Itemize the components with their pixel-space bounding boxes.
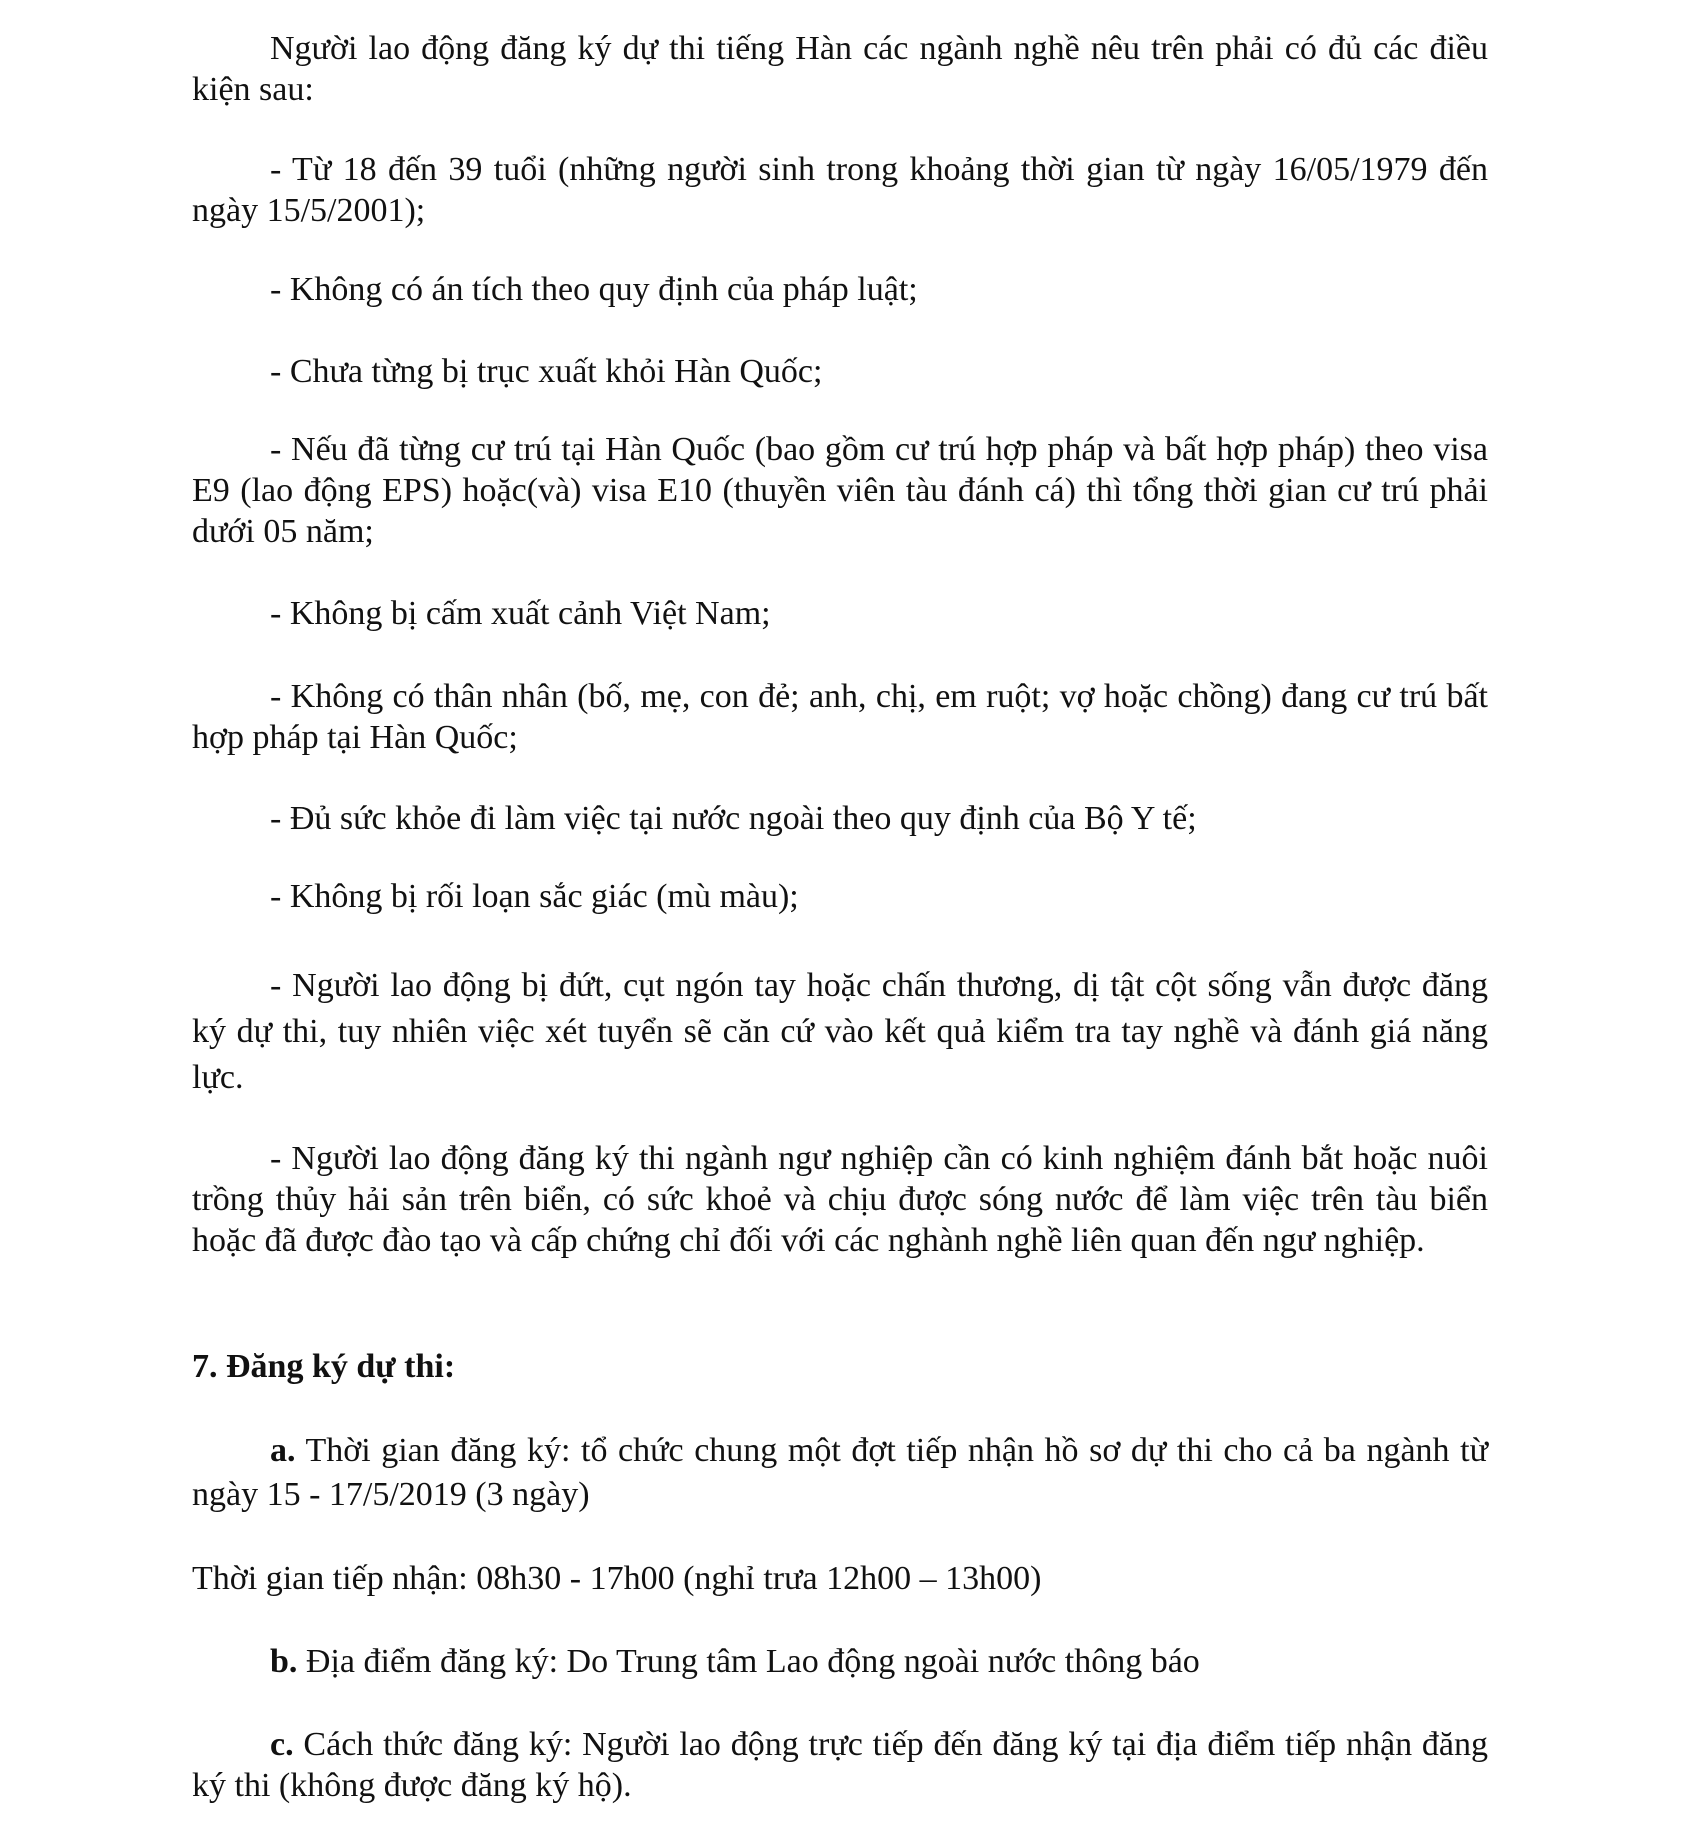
- condition-injury-note: - Người lao động bị đứt, cụt ngón tay hoặc chấn thương, dị tật cột sống vẫn được đăng ký dự thi, tuy nhiên việc xét tuyển sẽ căn cứ vào kết quả kiểm tra tay nghề và đánh giá năng lực.: [192, 967, 1488, 1096]
- item-a-label: a.: [270, 1432, 296, 1469]
- item-b-text: Địa điểm đăng ký: Do Trung tâm Lao động ngoài nước thông báo: [297, 1643, 1200, 1680]
- condition-health: - Đủ sức khỏe đi làm việc tại nước ngoài theo quy định của Bộ Y tế;: [270, 800, 1197, 837]
- intro-paragraph: Người lao động đăng ký dự thi tiếng Hàn các ngành nghề nêu trên phải có đủ các điều kiện sau:: [192, 30, 1488, 108]
- item-c-text: Cách thức đăng ký: Người lao động trực tiếp đến đăng ký tại địa điểm tiếp nhận đăng ký thi (không được đăng ký hộ).: [192, 1726, 1488, 1804]
- condition-no-exit-ban: - Không bị cấm xuất cảnh Việt Nam;: [270, 595, 771, 632]
- condition-age: - Từ 18 đến 39 tuổi (những người sinh trong khoảng thời gian từ ngày 16/05/1979 đến ngày 15/5/2001);: [192, 151, 1488, 229]
- condition-fishery-experience: - Người lao động đăng ký thi ngành ngư nghiệp cần có kinh nghiệm đánh bắt hoặc nuôi trồng thủy hải sản trên biển, có sức khoẻ và chịu được sóng nước để làm việc trên tàu biển hoặc đã được đào tạo và cấp chứng chỉ đối với các nghành nghề liên quan đến ngư nghiệp.: [192, 1140, 1488, 1259]
- condition-color-vision: - Không bị rối loạn sắc giác (mù màu);: [270, 878, 799, 915]
- condition-no-illegal-relatives: - Không có thân nhân (bố, mẹ, con đẻ; anh, chị, em ruột; vợ hoặc chồng) đang cư trú bất hợp pháp tại Hàn Quốc;: [192, 678, 1488, 756]
- condition-not-deported: - Chưa từng bị trục xuất khỏi Hàn Quốc;: [270, 353, 823, 390]
- item-a-text: Thời gian đăng ký: tổ chức chung một đợt tiếp nhận hồ sơ dự thi cho cả ba ngành từ ngày 15 - 17/5/2019 (3 ngày): [192, 1432, 1488, 1513]
- reception-time: Thời gian tiếp nhận: 08h30 - 17h00 (nghỉ trưa 12h00 – 13h00): [192, 1560, 1042, 1597]
- item-c-label: c.: [270, 1726, 294, 1763]
- section-7-heading: 7. Đăng ký dự thi:: [192, 1348, 456, 1385]
- condition-residence-duration: - Nếu đã từng cư trú tại Hàn Quốc (bao gồm cư trú hợp pháp và bất hợp pháp) theo visa E9 (lao động EPS) hoặc(và) visa E10 (thuyền viên tàu đánh cá) thì tổng thời gian cư trú phải dưới 05 năm;: [192, 431, 1488, 550]
- item-b-label: b.: [270, 1643, 298, 1680]
- registration-location-paragraph: [192, 1641, 1488, 1682]
- registration-time-paragraph: [192, 1429, 1488, 1517]
- condition-no-criminal-record: - Không có án tích theo quy định của pháp luật;: [270, 271, 918, 308]
- registration-method-paragraph: [192, 1724, 1488, 1806]
